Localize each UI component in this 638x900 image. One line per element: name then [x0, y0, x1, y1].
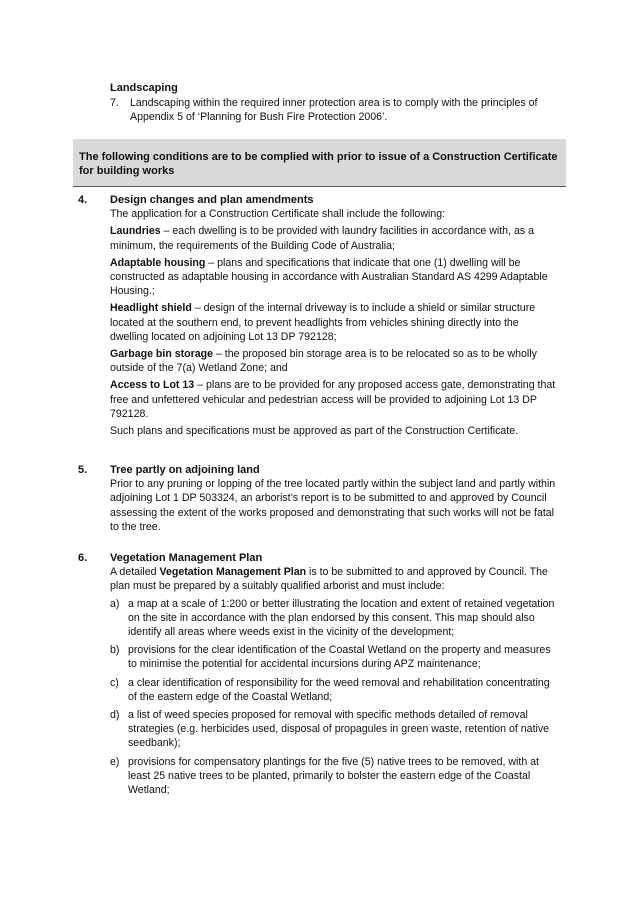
list-item-label: d) [110, 709, 120, 722]
condition-title: Vegetation Management Plan [110, 552, 263, 564]
condition-6-header [78, 551, 568, 565]
landscaping-item-text: Landscaping within the required inner protection area is to comply with the principles of Appendix 5 of ‘Planning for Bush Fire Protection 2006’. [130, 97, 538, 124]
landscaping-item-number: 7. [110, 97, 119, 110]
list-item-label: c) [110, 676, 119, 689]
laundries-paragraph [110, 224, 558, 252]
landscaping-section [110, 81, 570, 125]
paragraph-text: – plans are to be provided for any proposed access gate, demonstrating that free and unfettered vehicular and pedestrian access will be provided to adjoining Lot 13 DP 792128. [110, 379, 556, 420]
paragraph-text: – plans and specifications that indicate that one (1) dwelling will be constructed as adaptable housing in accordance with Australian Standard AS 4299 Adaptable Housing.; [110, 256, 548, 298]
list-item-text: a clear identification of responsibility for the weed removal and rehabilitation concentrating of the eastern edge of the Coastal Wetland; [128, 676, 550, 703]
list-item [110, 643, 558, 671]
condition-number: 4. [78, 194, 88, 206]
construction-certificate-banner: The following conditions are to be complied with prior to issue of a Construction Certificate for building works [73, 139, 566, 187]
paragraph-text: – design of the internal driveway is to include a shield or similar structure located at the southern end, to prevent headlights from vehicles shining directly into the dwelling located on adjoining Lot 13 DP 792128; [110, 302, 536, 343]
landscaping-item [110, 96, 570, 124]
paragraph-label: Laundries [110, 225, 161, 238]
condition-4-header [78, 193, 568, 207]
list-item [110, 597, 558, 640]
condition-number: 5. [78, 464, 88, 476]
condition-6 [78, 551, 568, 801]
adaptable-housing-paragraph [110, 256, 558, 299]
condition-title: Design changes and plan amendments [110, 194, 314, 206]
list-item-text: provisions for the clear identification of the Coastal Wetland on the property and measures to minimise the potential for accidental incursions during APZ maintenance; [128, 644, 551, 671]
condition-5-text: Prior to any pruning or lopping of the tree located partly within the subject land and partly within adjoining Lot 1 DP 503324, an arborist’s report is to be submitted to and approved by Council assessing the extent of the works proposed and demonstrating that such works will not be fatal to the tree. [110, 478, 556, 533]
condition-5-header [78, 463, 568, 477]
list-item-label: b) [110, 644, 120, 657]
list-item-label: a) [110, 597, 120, 610]
list-item-text: a map at a scale of 1:200 or better illustrating the location and extent of retained vegetation on the site in accordance with the plan endorsed by this consent. This map should also identify all areas where weeds exist in the vicinity of the development; [128, 597, 555, 639]
condition-5 [78, 463, 568, 537]
condition-4 [78, 193, 568, 441]
paragraph-label: Headlight shield [110, 302, 192, 315]
list-item-text: a list of weed species proposed for removal with specific methods detailed of removal strategies (e.g. herbicides used, disposal of propagules in green waste, retention of native seedbank); [128, 709, 550, 750]
list-item-label: e) [110, 755, 120, 768]
headlight-shield-paragraph [110, 301, 558, 344]
list-item-text: provisions for compensatory plantings for the five (5) native trees to be removed, with at least 25 native trees to be planted, primarily to bolster the eastern edge of the Coastal Wetland; [128, 755, 539, 797]
landscaping-heading: Landscaping [110, 82, 178, 94]
garbage-bin-storage-paragraph [110, 347, 558, 375]
condition-6-intro [110, 565, 558, 593]
condition-4-intro: The application for a Construction Certificate shall include the following: [110, 208, 446, 221]
intro-bold-text: Vegetation Management Plan [159, 566, 307, 579]
paragraph-label: Adaptable housing [110, 256, 206, 269]
list-item [110, 755, 558, 798]
condition-4-body [110, 207, 558, 438]
condition-4-closing: Such plans and specifications must be approved as part of the Construction Certificate. [110, 425, 519, 438]
paragraph-text: – the proposed bin storage area is to be relocated so as to be wholly outside of the 7(a) Wetland Zone; and [110, 348, 537, 375]
intro-text: is to be submitted to and approved by Council. The plan must be prepared by a suitably qualified arborist and must include: [110, 566, 548, 593]
intro-text: A detailed [110, 566, 160, 579]
paragraph-label: Garbage bin storage [110, 348, 214, 361]
condition-number: 6. [78, 552, 88, 564]
paragraph-text: – each dwelling is to be provided with laundry facilities in accordance with, as a minimum, the requirements of the Building Code of Australia; [110, 225, 534, 252]
paragraph-label: Access to Lot 13 [110, 379, 195, 392]
condition-title: Tree partly on adjoining land [110, 464, 260, 476]
condition-6-body [110, 565, 558, 797]
access-to-lot-13-paragraph [110, 378, 558, 421]
list-item [110, 676, 558, 704]
condition-5-body [110, 477, 558, 534]
list-item [110, 708, 558, 751]
